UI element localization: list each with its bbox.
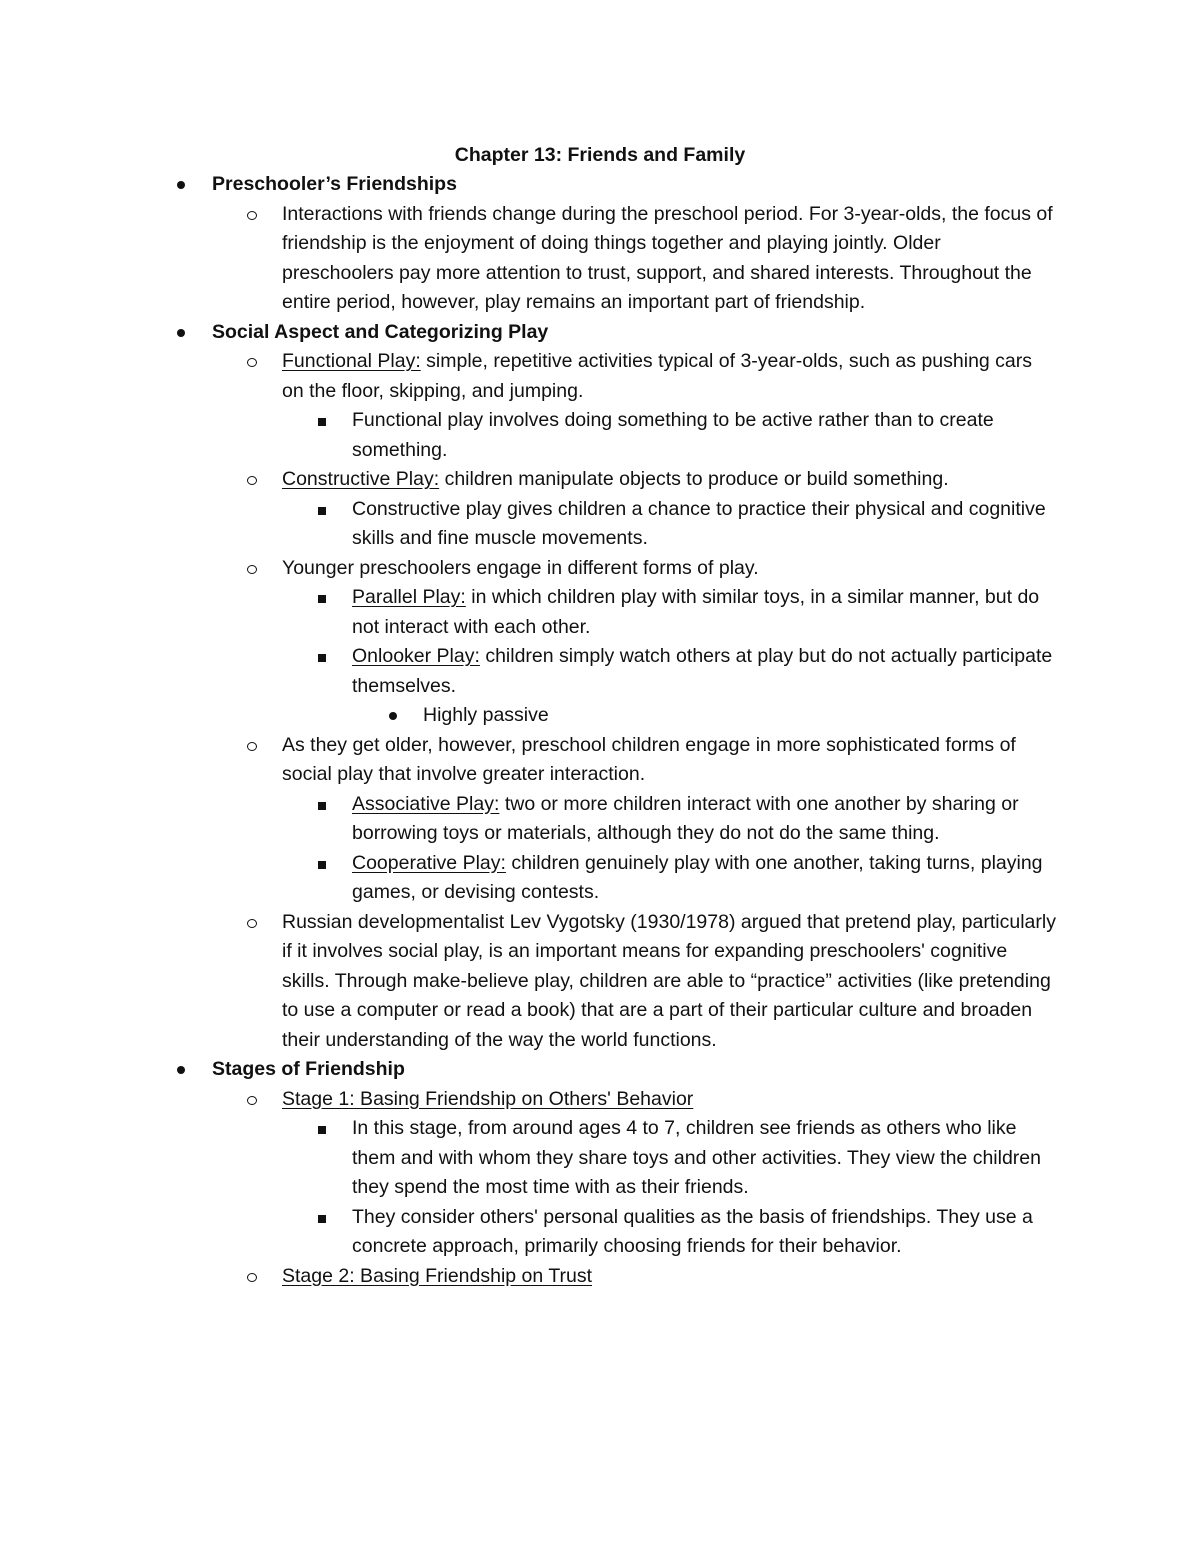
bullet-circle-icon: [245, 731, 282, 790]
page-title: Chapter 13: Friends and Family: [454, 144, 746, 166]
list-item: [0, 1085, 1200, 1115]
bullet-square-icon: [315, 642, 352, 701]
paragraph: Functional play involves doing something to be active rather than to create something.: [352, 409, 994, 461]
bullet-square-icon: [315, 406, 352, 465]
bullet-circle-icon: [245, 200, 282, 318]
list-item: [0, 170, 1200, 200]
paragraph: In this stage, from around ages 4 to 7, children see friends as others who like them and with whom they share toys and other activities. They view the children they spend the most time with as their friends.: [352, 1117, 1041, 1198]
paragraph: Younger preschoolers engage in different forms of play.: [282, 556, 759, 579]
list-item: [0, 200, 1200, 318]
stage-title: Stage 1: Basing Friendship on Others' Behavior: [282, 1087, 694, 1110]
bullet-dot-icon: [175, 318, 212, 348]
bullet-square-icon: [315, 583, 352, 642]
term-definition: children simply watch others at play but do not actually participate themselves.: [352, 645, 1053, 697]
bullet-square-icon: [315, 790, 352, 849]
paragraph: [352, 790, 1057, 849]
list-item: [0, 1203, 1200, 1262]
list-item: [0, 347, 1200, 406]
list-item: [0, 406, 1200, 465]
bullet-circle-icon: [245, 554, 282, 584]
bullet-dot-icon: [175, 1055, 212, 1085]
list-item: [0, 908, 1200, 1056]
list-item: [0, 790, 1200, 849]
paragraph: [282, 465, 1057, 495]
list-item: [0, 1055, 1200, 1085]
paragraph: Highly passive: [423, 704, 549, 726]
term-definition: children genuinely play with one another, taking turns, playing games, or devising contests.: [352, 851, 1043, 903]
paragraph: [282, 347, 1057, 406]
list-item: [0, 1262, 1200, 1292]
list-item: [0, 583, 1200, 642]
section-heading: Stages of Friendship: [212, 1058, 405, 1080]
bullet-circle-icon: [245, 347, 282, 406]
bullet-square-icon: [315, 1114, 352, 1203]
term-label: Associative Play:: [352, 792, 500, 815]
term-label: Constructive Play:: [282, 468, 440, 490]
term-label: Parallel Play:: [352, 586, 466, 608]
list-item: [0, 849, 1200, 908]
list-item: [0, 465, 1200, 495]
paragraph: Constructive play gives children a chance to practice their physical and cognitive skills and fine muscle movements.: [352, 497, 1046, 549]
bullet-circle-icon: [245, 908, 282, 1056]
list-item: [0, 731, 1200, 790]
paragraph: [352, 849, 1057, 908]
term-label: Onlooker Play:: [352, 645, 480, 667]
paragraph: [352, 642, 1057, 701]
list-item: [0, 701, 1200, 731]
bullet-square-icon: [315, 1203, 352, 1262]
term-definition: in which children play with similar toys, in a similar manner, but do not interact with each other.: [352, 586, 1040, 638]
document-body: [0, 170, 1200, 1291]
term-definition: children manipulate objects to produce or build something.: [439, 468, 949, 490]
bullet-dot-icon: [175, 170, 212, 200]
paragraph: [352, 583, 1057, 642]
section-heading: Social Aspect and Categorizing Play: [212, 320, 549, 343]
stage-title: Stage 2: Basing Friendship on Trust: [282, 1264, 593, 1287]
bullet-circle-icon: [245, 1085, 282, 1115]
list-item: [0, 318, 1200, 348]
paragraph: Russian developmentalist Lev Vygotsky (1930/1978) argued that pretend play, particularly if it involves social play, is an important means for expanding preschoolers' cognitive skills. Through make-believe play, children are able to “practice” activities (like pretending to use a computer or read a book) that are a part of their particular culture and broaden their understanding of the way the world functions.: [282, 910, 1056, 1051]
paragraph: Interactions with friends change during the preschool period. For 3-year-olds, the focus of friendship is the enjoyment of doing things together and playing jointly. Older preschoolers pay more attention to trust, support, and shared interests. Throughout the entire period, however, play remains an important part of friendship.: [282, 202, 1053, 313]
list-item: [0, 642, 1200, 701]
term-label: Cooperative Play:: [352, 851, 506, 874]
bullet-square-icon: [315, 849, 352, 908]
list-item: [0, 495, 1200, 554]
bullet-square-icon: [315, 495, 352, 554]
bullet-circle-icon: [245, 465, 282, 495]
section-heading: Preschooler’s Friendships: [212, 173, 457, 195]
term-definition: two or more children interact with one another by sharing or borrowing toys or materials, although they do not do the same thing.: [352, 792, 1019, 844]
paragraph: They consider others' personal qualities as the basis of friendships. They use a concrete approach, primarily choosing friends for their behavior.: [352, 1205, 1033, 1257]
paragraph: As they get older, however, preschool children engage in more sophisticated forms of social play that involve greater interaction.: [282, 733, 1016, 785]
bullet-dot-icon: [387, 701, 423, 731]
bullet-circle-icon: [245, 1262, 282, 1292]
list-item: [0, 1114, 1200, 1203]
term-definition: simple, repetitive activities typical of 3-year-olds, such as pushing cars on the floor, skipping, and jumping.: [282, 350, 1033, 402]
term-label: Functional Play:: [282, 350, 421, 372]
list-item: [0, 554, 1200, 584]
